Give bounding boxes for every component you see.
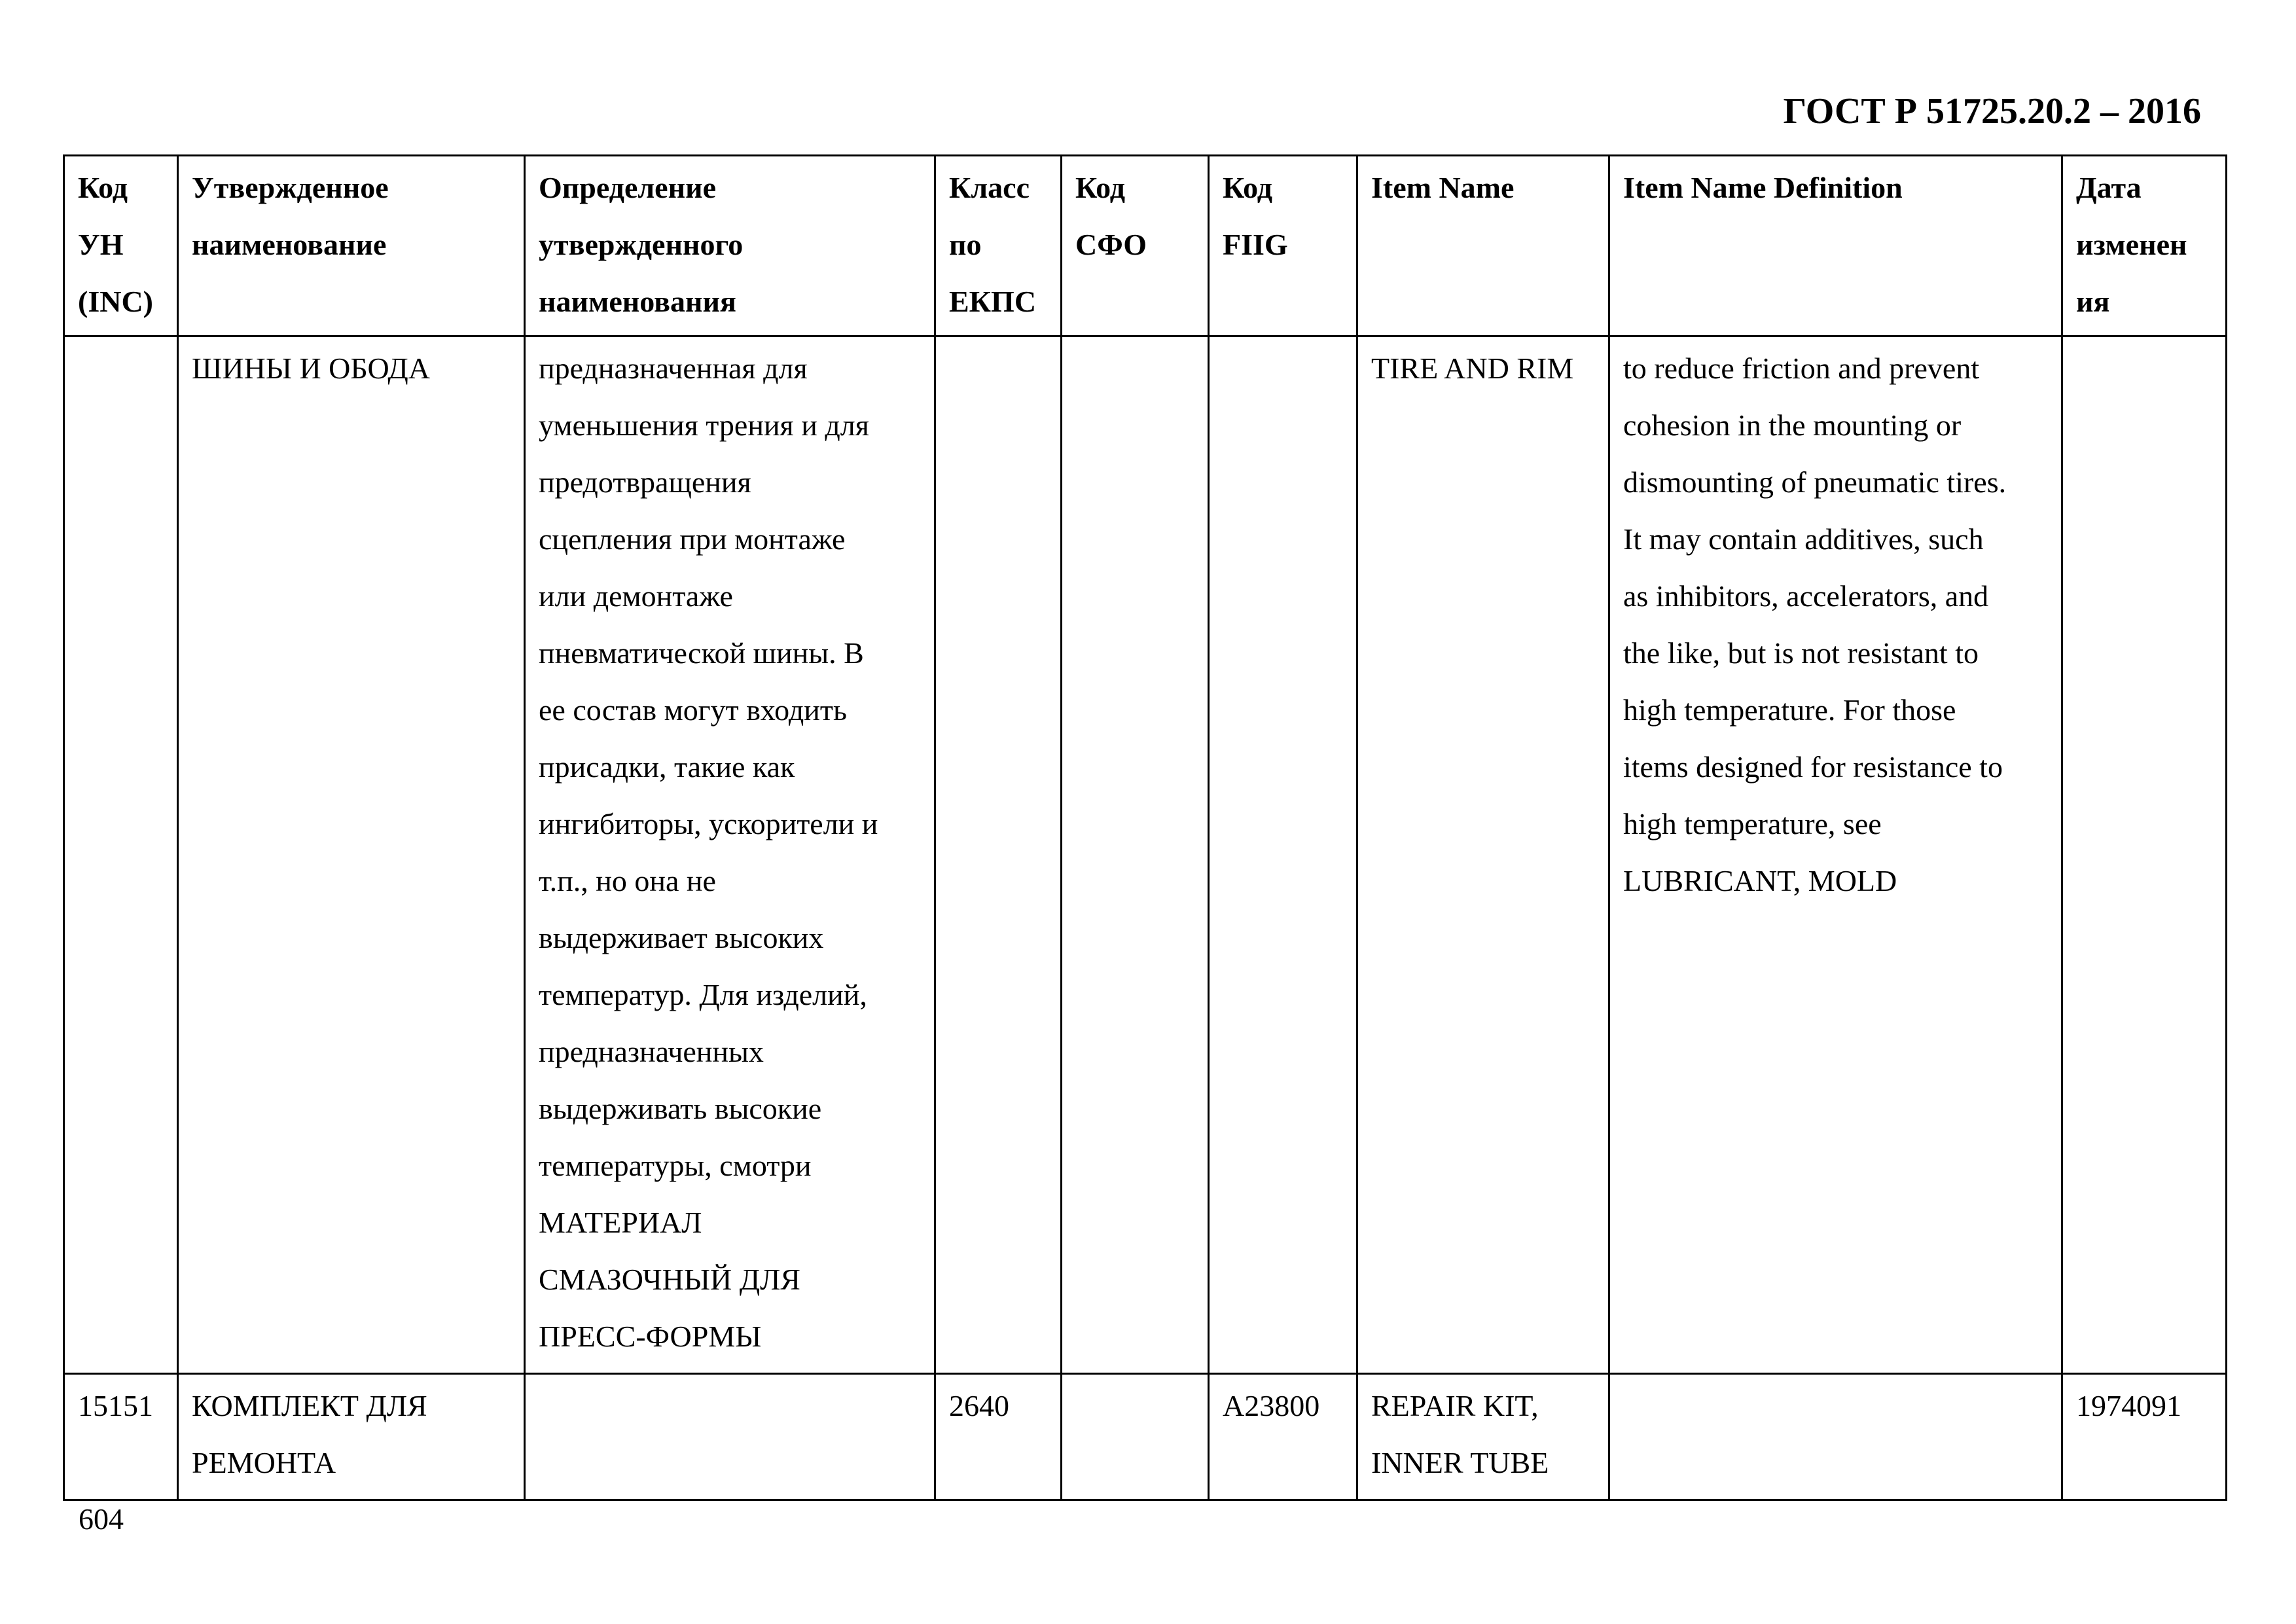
cell-text: TIRE AND RIM	[1371, 352, 1574, 385]
column-header-text: ЕКПС	[949, 285, 1037, 318]
cell-inc	[64, 1374, 178, 1500]
cell-item-name-definition	[1609, 336, 2062, 1374]
cell-class	[935, 336, 1062, 1374]
cell-approved-name	[178, 336, 525, 1374]
cell-definition	[525, 1374, 935, 1500]
cell-text: as inhibitors, accelerators, and	[1623, 579, 1989, 613]
cell-text: dismounting of pneumatic tires.	[1623, 465, 2007, 499]
column-header-inc	[64, 156, 178, 336]
cell-text: СМАЗОЧНЫЙ ДЛЯ	[539, 1263, 800, 1296]
column-header-item-name	[1357, 156, 1609, 336]
column-header-text: Код	[78, 171, 128, 204]
column-header-date	[2062, 156, 2227, 336]
column-header-item-name-definition	[1609, 156, 2062, 336]
column-header-sfo	[1062, 156, 1209, 336]
cell-text: т.п., но она не	[539, 864, 716, 897]
column-header-text: ия	[2076, 285, 2110, 318]
table-container	[63, 154, 2225, 1501]
cell-fiig	[1209, 1374, 1357, 1500]
column-header-class	[935, 156, 1062, 336]
cell-text: предназначенная для	[539, 352, 808, 385]
cell-text: high temperature. For those	[1623, 693, 1956, 727]
cell-class	[935, 1374, 1062, 1500]
column-header-text: Дата	[2076, 171, 2142, 204]
cell-text: A23800	[1223, 1389, 1320, 1422]
cell-inc	[64, 336, 178, 1374]
column-header-text: наименование	[192, 228, 387, 261]
cell-text: REPAIR KIT,	[1371, 1389, 1539, 1422]
cell-text: 15151	[78, 1389, 153, 1422]
column-header-text: Класс	[949, 171, 1030, 204]
column-header-text: FIIG	[1223, 228, 1288, 261]
cell-text: предназначенных	[539, 1035, 764, 1068]
cell-text: ПРЕСС-ФОРМЫ	[539, 1320, 762, 1353]
cell-text: It may contain additives, such	[1623, 522, 1984, 556]
cell-text: 1974091	[2076, 1389, 2181, 1422]
cell-text: выдерживать высокие	[539, 1092, 822, 1125]
cell-text: КОМПЛЕКТ ДЛЯ	[192, 1389, 427, 1422]
cell-approved-name	[178, 1374, 525, 1500]
cell-text: выдерживает высоких	[539, 921, 824, 954]
cell-sfo	[1062, 336, 1209, 1374]
cell-fiig	[1209, 336, 1357, 1374]
column-header-fiig	[1209, 156, 1357, 336]
cell-text: items designed for resistance to	[1623, 750, 2003, 784]
column-header-text: (INC)	[78, 285, 153, 318]
cell-text: уменьшения трения и для	[539, 408, 869, 442]
table-row	[64, 1374, 2227, 1500]
column-header-text: Код	[1075, 171, 1126, 204]
cell-text: cohesion in the mounting or	[1623, 408, 1962, 442]
column-header-text: Item Name Definition	[1623, 171, 1903, 204]
table-body	[64, 336, 2227, 1500]
cell-text: ШИНЫ И ОБОДА	[192, 352, 431, 385]
column-header-approved-name	[178, 156, 525, 336]
cell-text: присадки, такие как	[539, 750, 795, 784]
cell-text: температуры, смотри	[539, 1149, 812, 1182]
cell-sfo	[1062, 1374, 1209, 1500]
cell-text: 2640	[949, 1389, 1009, 1422]
table-header-row	[64, 156, 2227, 336]
cell-text: МАТЕРИАЛ	[539, 1206, 702, 1239]
cell-text: или демонтаже	[539, 579, 733, 613]
column-header-text: УН	[78, 228, 124, 261]
cell-text: температур. Для изделий,	[539, 978, 867, 1011]
column-header-text: Утвержденное	[192, 171, 389, 204]
cell-item-name	[1357, 336, 1609, 1374]
cell-text: РЕМОНТА	[192, 1446, 336, 1479]
cell-item-name	[1357, 1374, 1609, 1500]
cell-text: INNER TUBE	[1371, 1446, 1549, 1479]
document-standard-header: ГОСТ Р 51725.20.2 – 2016	[1783, 91, 2201, 132]
standard-catalog-table	[63, 154, 2227, 1501]
cell-date	[2062, 336, 2227, 1374]
cell-text: LUBRICANT, MOLD	[1623, 864, 1897, 897]
column-header-text: утвержденного	[539, 228, 744, 261]
page-number: 604	[79, 1502, 124, 1536]
cell-text: the like, but is not resistant to	[1623, 636, 1979, 670]
cell-text: предотвращения	[539, 465, 751, 499]
cell-definition	[525, 336, 935, 1374]
column-header-text: СФО	[1075, 228, 1147, 261]
cell-text: ее состав могут входить	[539, 693, 847, 727]
cell-text: пневматической шины. В	[539, 636, 864, 670]
column-header-text: наименования	[539, 285, 736, 318]
cell-item-name-definition	[1609, 1374, 2062, 1500]
cell-text: ингибиторы, ускорители и	[539, 807, 878, 840]
column-header-text: по	[949, 228, 982, 261]
column-header-definition	[525, 156, 935, 336]
table-row	[64, 336, 2227, 1374]
cell-date	[2062, 1374, 2227, 1500]
column-header-text: Код	[1223, 171, 1273, 204]
column-header-text: Item Name	[1371, 171, 1515, 204]
column-header-text: изменен	[2076, 228, 2187, 261]
cell-text: high temperature, see	[1623, 807, 1882, 840]
cell-text: сцепления при монтаже	[539, 522, 846, 556]
cell-text: to reduce friction and prevent	[1623, 352, 1980, 385]
column-header-text: Определение	[539, 171, 717, 204]
